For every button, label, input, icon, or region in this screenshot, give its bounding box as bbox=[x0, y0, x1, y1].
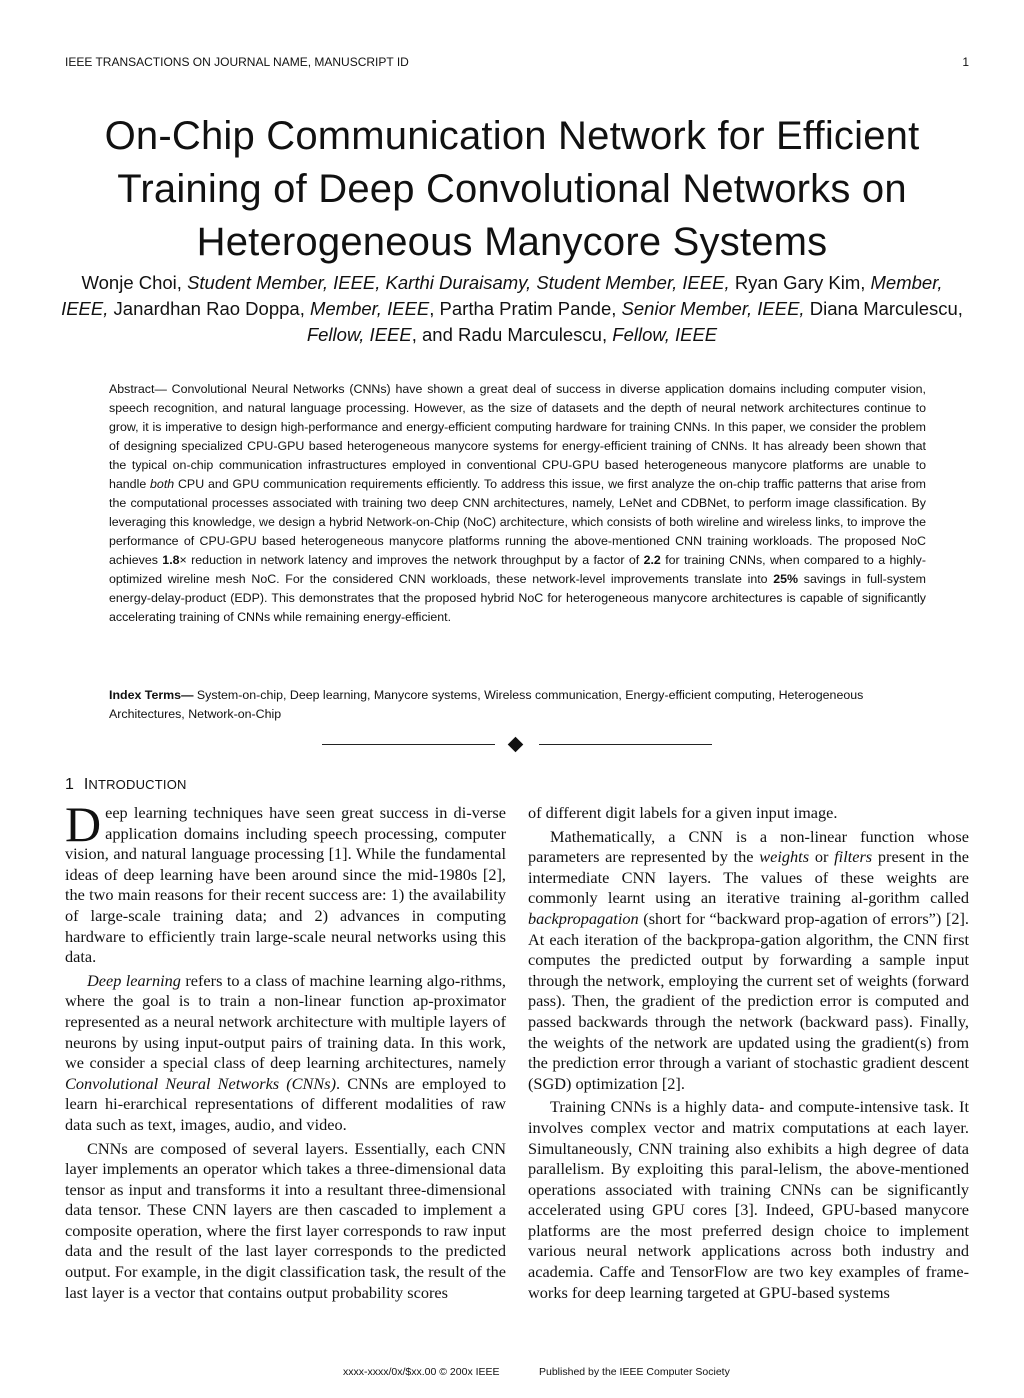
author-list bbox=[60, 270, 964, 348]
copyright-code: xxxx-xxxx/0x/$xx.00 © 200x IEEE bbox=[343, 1366, 500, 1378]
abstract-value: 25% bbox=[773, 572, 799, 586]
paragraph-emphasis: backpropagation bbox=[528, 908, 639, 928]
diamond-icon bbox=[508, 737, 524, 753]
paper-title bbox=[40, 110, 984, 269]
author-role: Senior Member, IEEE, bbox=[621, 298, 810, 319]
author-role: Member, IEEE bbox=[309, 298, 430, 319]
index-terms-label: Index Terms— bbox=[109, 688, 194, 702]
paragraph-text: . CNNs are employed to learn hi-erarchical representations of different modalities of raw data such as text, images, audio, and video. bbox=[65, 1073, 506, 1134]
section-title-initial: I bbox=[83, 776, 89, 793]
title-line-1: On-Chip Communication Network for Efficient bbox=[104, 114, 920, 158]
running-header bbox=[65, 55, 969, 71]
title-line-3: Heterogeneous Manycore Systems bbox=[196, 220, 828, 264]
author-name: Diana Marculescu, bbox=[809, 298, 963, 319]
paragraph bbox=[528, 827, 969, 1095]
author-name: Ryan Gary Kim, bbox=[734, 272, 871, 293]
author-role: Member, IEEE, bbox=[61, 272, 943, 319]
author-role: Fellow, IEEE bbox=[612, 324, 718, 345]
divider-rule-left bbox=[322, 744, 495, 745]
section-title-rest: NTRODUCTION bbox=[88, 777, 187, 792]
journal-name: IEEE TRANSACTIONS ON JOURNAL NAME, MANUSCRIPT ID bbox=[65, 55, 409, 69]
section-number: 1 bbox=[65, 776, 74, 793]
paragraph-text: eep learning techniques have seen great success in di-verse application domains including speech processing, computer vision, and natural language processing [1]. While the fundamental ideas of deep learning have been around since the mid-1980s [2], the two main reasons for their recent success are: 1) the availability of large-scale training data; and 2) advances in computing hardware to efficiently train large-scale neural networks using this data. bbox=[65, 803, 506, 967]
abstract-value: 2.2 bbox=[643, 553, 661, 567]
paragraph-text: (short for “backward prop-agation of errors”) [2]. At each iteration of the backpropa-gation algorithm, the CNN first computes the predicted output by forwarding a sample input through the network, employing the current set of weights (forward pass). Then, the gradient of the prediction error is computed and passed backwards through the network (backward pass). Finally, the weights of the network are updated using the gradient(s) from the prediction error through a variant of stochastic gradient descent (SGD) optimization [2]. bbox=[528, 908, 969, 1093]
index-terms-text: System-on-chip, Deep learning, Manycore systems, Wireless communication, Energy-efficient computing, Heterogeneous Architectures, Network-on-Chip bbox=[109, 688, 864, 721]
abstract-text: Abstract— Convolutional Neural Networks (CNNs) have shown a great deal of success in diverse application domains including computer vision, speech recognition, and natural language processing. However, as the size of datasets and the depth of neural network architectures continue to grow, it is imperative to design high-performance and energy-efficient computing hardware for training CNNs. In this paper, we consider the problem of designing specialized CPU-GPU based heterogeneous manycore systems for energy-efficient training of CNNs. It has already been shown that the typical on-chip communication infrastructures employed in conventional CPU-GPU based heterogeneous manycore platforms are unable to handle bbox=[109, 382, 926, 491]
paragraph-emphasis: filters bbox=[834, 847, 873, 867]
abstract-text: × reduction in network latency and improves the network throughput by a factor of bbox=[179, 553, 644, 567]
abstract-value: 1.8 bbox=[162, 553, 180, 567]
abstract bbox=[109, 380, 926, 627]
paragraph-text: present in the intermediate CNN layers. The values of these weights are commonly learnt using an iterative training al-gorithm called bbox=[528, 847, 970, 908]
section-heading bbox=[65, 776, 187, 794]
paragraph: of different digit labels for a given input image. bbox=[528, 803, 838, 822]
paragraph: Training CNNs is a highly data- and compute-intensive task. It involves complex vector and matrix computations at each layer. Simultaneously, CNN training also exhibits a high degree of data parallelism. By exploiting this paral-lelism, the above-mentioned operations associated with training CNNs can be significantly accelerated using GPU cores [3]. Indeed, GPU-based manycore platforms are the most preferred design choice to implement various neural network applications across both industry and academia. Caffe and TensorFlow are two key examples of frame-works for deep learning targeted at GPU-based systems bbox=[528, 1097, 969, 1302]
paragraph bbox=[65, 971, 506, 1136]
drop-cap: D bbox=[65, 796, 102, 852]
divider-rule-right bbox=[539, 744, 712, 745]
abstract-text: savings in full-system energy-delay-product (EDP). This demonstrates that the proposed hybrid NoC for heterogeneous manycore architectures is capable of significantly accelerating training of CNNs while remaining energy-efficient. bbox=[109, 572, 926, 624]
author-role: Student Member, IEEE, bbox=[536, 272, 735, 293]
body-column-left bbox=[65, 796, 507, 1306]
author-name: Karthi Duraisamy, bbox=[385, 272, 537, 293]
paragraph: CNNs are composed of several layers. Essentially, each CNN layer implements an operator which takes a three-dimensional data tensor as input and transforms it into a resultant three-dimensional data tensor. These CNN layers are then cascaded to implement a composite operation, where the first layer corresponds to raw input data and the result of the last layer corresponds to the predicted output. For example, in the digit classification task, the result of the last layer is a vector that contains output probability scores bbox=[65, 1138, 506, 1302]
paragraph-text: refers to a class of machine learning algo-rithms, where the goal is to train a non-linear function ap-proximator represented as a neural network architecture with multiple layers of neurons by using input-output pairs of training data. In this work, we consider a special class of deep learning architectures, namely bbox=[65, 970, 507, 1073]
author-role: Student Member, IEEE, bbox=[187, 272, 386, 293]
author-name: , Partha Pratim Pande, bbox=[429, 298, 622, 319]
paragraph-emphasis: weights bbox=[759, 847, 810, 867]
abstract-text: for training CNNs, when compared to a highly-optimized wireline mesh NoC. For the considered CNN workloads, these network-level improvements translate into bbox=[109, 553, 926, 586]
publisher-line: Published by the IEEE Computer Society bbox=[539, 1366, 730, 1378]
body-column-right bbox=[528, 803, 969, 1306]
abstract-text: CPU and GPU communication requirements efficiently. To address this issue, we first analyze the on-chip traffic patterns that arise from the computational processes associated with training two deep CNN architectures, namely, LeNet and CDBNet, to perform image classification. By leveraging this knowledge, we design a hybrid Network-on-Chip (NoC) architecture, which consists of both wireline and wireless links, to improve the performance of CPU-GPU based heterogeneous manycore platforms running the above-mentioned CNN training workloads. The proposed NoC achieves bbox=[109, 477, 926, 567]
author-name: Janardhan Rao Doppa, bbox=[113, 298, 310, 319]
abstract-emphasis: both bbox=[150, 477, 175, 491]
paragraph-emphasis: Deep learning bbox=[87, 970, 181, 990]
paragraph-emphasis: Convolutional Neural Networks (CNNs) bbox=[65, 1073, 337, 1093]
section-divider bbox=[322, 737, 712, 753]
index-terms bbox=[109, 686, 926, 724]
author-name: Wonje Choi, bbox=[81, 272, 188, 293]
page-number: 1 bbox=[962, 55, 969, 69]
author-role: Fellow, IEEE bbox=[306, 324, 412, 345]
paragraph-text: or bbox=[809, 847, 835, 867]
author-name: , and Radu Marculescu, bbox=[411, 324, 613, 345]
paragraph-text: Mathematically, a CNN is a non-linear function whose parameters are represented by the bbox=[528, 826, 969, 867]
paragraph bbox=[65, 796, 506, 968]
title-line-2: Training of Deep Convolutional Networks on bbox=[117, 167, 907, 211]
